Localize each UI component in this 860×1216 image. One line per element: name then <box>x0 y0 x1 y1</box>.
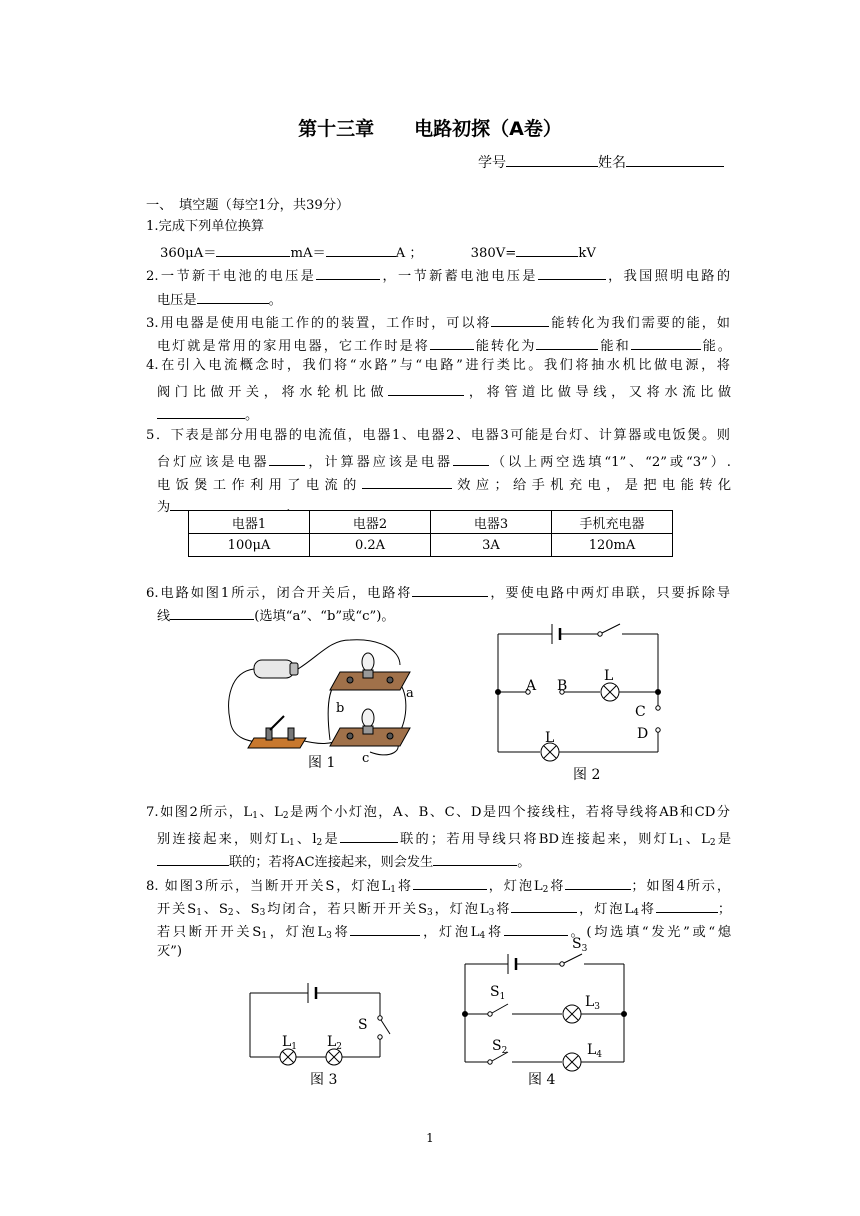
table-cell: 3A <box>431 534 552 557</box>
fig1-label-c: c <box>362 751 370 766</box>
fig1-caption: 图 1 <box>308 755 336 771</box>
switch-blade <box>381 1020 390 1034</box>
fig3-caption: 图 3 <box>310 1072 338 1088</box>
table-cell: 120mA <box>552 534 673 557</box>
fig4-label-L4: $L_4$ <box>587 1042 603 1060</box>
fig2-label-D: D <box>637 726 649 742</box>
q3-line1: 3.用电器是使用电能工作的的装置，工作时，可以将 能转化为我们需要的能，如 <box>146 312 730 332</box>
q2-line1: 2.一节新干电池的电压是 ，一节新蓄电池电压是 ，我国照明电路的 <box>146 265 730 285</box>
q4-line1: 4.在引入电流概念时，我们将“水路”与“电路”进行类比。我们将抽水机比做电源，将 <box>146 358 730 373</box>
q3-line2: 电灯就是常用的家用电器，它工作时是将 能转化为 能和 能。 <box>157 335 731 355</box>
fig2-label-L-bottom: L <box>545 730 555 746</box>
fig2-label-B: B <box>557 678 568 694</box>
fig2-label-L-top: L <box>604 668 614 684</box>
q7-line2: 别连接起来，则灯$L_1$、$l_2$是 联的；若用导线只将BD连接起来，则灯$L_1$、$L_2$是 <box>157 828 731 851</box>
fig2-label-A: A <box>526 678 537 694</box>
fig4-label-L3: $L_3$ <box>585 994 601 1012</box>
q8-line4: 灭”) <box>157 944 183 959</box>
q4-line2: 阀门比做开关，将水轮机比做 ，将管道比做导线，又将水流比做 <box>157 381 731 401</box>
q8-line2: 开关$S_1$、$S_2$、$S_3$均闭合，若只断开开关$S_3$，灯泡$L_3$将 ，灯泡$L_4$将 ； <box>157 898 731 921</box>
fig1-label-b: b <box>336 701 345 716</box>
table-cell: 0.2A <box>310 534 431 557</box>
q5-line4: 为 . <box>157 496 290 516</box>
table-header: 电器2 <box>310 511 431 534</box>
fig4-label-S1: $S_1$ <box>490 984 506 1002</box>
page-title: 第十三章 电路初探（A卷） <box>298 118 562 140</box>
figure-3 <box>250 983 390 1065</box>
q1-conversion: 360μA＝ mA＝ A ； 380V= kV <box>160 242 596 262</box>
fig3-label-L1: $L_1$ <box>282 1034 298 1052</box>
q8-line1: 8. 如图3所示，当断开开关S，灯泡$L_1$将 ，灯泡$L_2$将 ；如图4所示， <box>146 875 730 898</box>
fig3-label-S: S <box>358 1017 368 1033</box>
table-header: 手机充电器 <box>552 511 673 534</box>
q1-title: 1.完成下列单位换算 <box>146 219 265 234</box>
q6-line1: 6.电路如图1所示，闭合开关后，电路将 ，要使电路中两灯串联，只要拆除导 <box>146 582 730 602</box>
fig4-label-S3: $S_3$ <box>572 936 588 954</box>
fig2-label-C: C <box>635 704 646 720</box>
q7-line1: 7.如图2所示，$L_1$、$L_2$是两个小灯泡，A、B、C、D是四个接线柱，若将导线将AB和CD分 <box>146 805 730 821</box>
table-cell: 100μA <box>189 534 310 557</box>
fig4-caption: 图 4 <box>528 1072 556 1088</box>
table-header: 电器3 <box>431 511 552 534</box>
q2-line2: 电压是 。 <box>157 289 282 309</box>
table-header: 电器1 <box>189 511 310 534</box>
q4-line3: 。 <box>157 404 258 424</box>
section-heading: 一、 填空题（每空1分，共39分） <box>146 198 350 213</box>
q7-line3: 联的；若将AC连接起来，则会发生 。 <box>157 851 530 871</box>
q5-line1: 5．下表是部分用电器的电流值，电器1、电器2、电器3可能是台灯、计算器或电饭煲。则 <box>146 428 730 443</box>
switch-blade <box>564 954 582 963</box>
q6-line2: 线 (选填“a”、“b”或“c”)。 <box>157 605 395 625</box>
fig4-label-S2: $S_2$ <box>492 1038 508 1056</box>
page-number: 1 <box>426 1131 434 1145</box>
fig3-label-L2: $L_2$ <box>327 1034 343 1052</box>
q8-line3: 若只断开开关$S_1$，灯泡$L_3$将 ，灯泡$L_4$将 。(均选填“发光”或“熄 <box>157 921 731 944</box>
fig2-caption: 图 2 <box>573 767 601 783</box>
q5-line3: 电饭煲工作利用了电流的 效应；给手机充电，是把电能转化 <box>157 474 731 494</box>
fig1-label-a: a <box>406 686 414 701</box>
student-id-line: 学号 姓名 <box>478 152 724 172</box>
q5-line2: 台灯应该是电器 ，计算器应该是电器 （以上两空选填“1”、“2”或“3”）. <box>157 451 731 471</box>
